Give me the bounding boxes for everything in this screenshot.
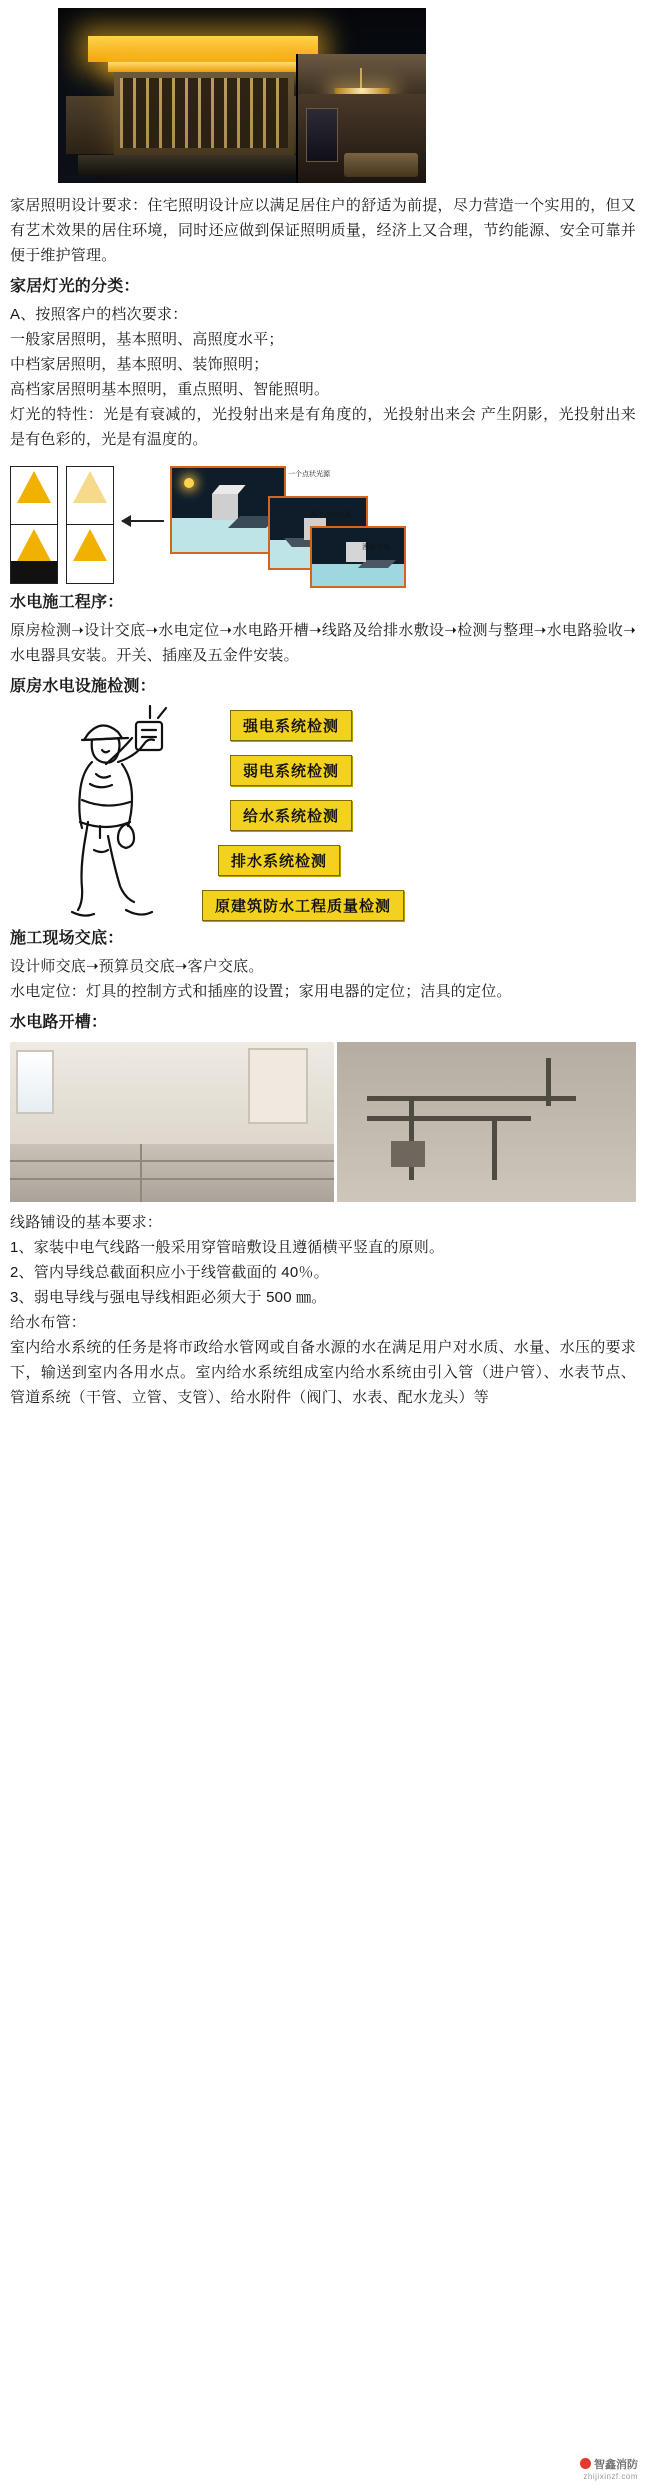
site-disclosure-flow: 设计师交底➝预算员交底➝客户交底。 xyxy=(10,958,264,975)
label-two-point-light: 两个点状光源 xyxy=(310,512,352,519)
interior-window xyxy=(306,108,338,162)
diffuse-light-photo xyxy=(310,526,406,588)
watermark-title-text: 智鑫消防 xyxy=(594,2459,638,2471)
light-characteristics-paragraph: 灯光的特性：光是有衰减的，光投射出来是有角度的，光投射出来会 产生阴影，光投射出来是有色彩的，光是有温度的。 xyxy=(10,406,636,448)
lighting-requirements-paragraph: 家居照明设计要求：住宅照明设计应以满足居住户的舒适为前提，尽力营造一个实用的，但又有艺术效果的居住环境，同时还应做到保证照明质量，经济上又合理，节约能源、安全可靠并便于维护管理。 xyxy=(10,197,636,264)
room-door xyxy=(248,1048,308,1124)
label-diffuse-light: 漫射光源 xyxy=(362,544,390,551)
inspection-illustration-block xyxy=(0,704,646,920)
watermark-title xyxy=(580,2458,638,2471)
light-cone-shape-dim xyxy=(73,471,107,503)
room-window xyxy=(16,1050,54,1114)
conduit-pipe xyxy=(492,1116,497,1180)
interior-chandelier-photo xyxy=(296,54,426,183)
inspection-item-weak-electric[interactable]: 弱电系统检测 xyxy=(230,755,352,786)
point-light-icon xyxy=(184,478,194,488)
site-disclosure-heading: 施工现场交底： xyxy=(10,930,124,947)
classification-line-a: A、按照客户的档次要求： xyxy=(10,306,188,323)
wiring-rule-1: 1、家装中电气线路一般采用穿管暗敷设且遵循横平竖直的原则。 xyxy=(10,1239,445,1256)
night-building-lighting-photo xyxy=(58,8,426,183)
plumbing-electrical-order-paragraph: 原房检测➝设计交底➝水电定位➝水电路开槽➝线路及给排水敷设➝检测与整理➝水电路验收➝水电器具安装。开关、插座及五金件安装。 xyxy=(10,622,636,664)
wiring-rule-3: 3、弱电导线与强电导线相距必须大于 500 ㎜。 xyxy=(10,1289,327,1306)
inspection-item-water-supply[interactable]: 给水系统检测 xyxy=(230,800,352,831)
light-cone-shape xyxy=(17,529,51,561)
conduit-pipe xyxy=(367,1096,576,1101)
left-arrow-icon xyxy=(122,520,164,522)
conduit-pipe xyxy=(546,1058,551,1106)
junction-box xyxy=(391,1141,425,1167)
plumbing-electrical-order-heading: 水电施工程序： xyxy=(10,594,124,611)
inspection-item-drainage[interactable]: 排水系统检测 xyxy=(218,845,340,876)
classification-line-mid: 中档家居照明，基本照明、装饰照明； xyxy=(10,356,269,373)
concrete-wall xyxy=(337,1042,636,1202)
worker-inspection-illustration xyxy=(30,704,220,920)
light-characteristics-diagram xyxy=(10,466,430,584)
chandelier-stem xyxy=(360,68,362,90)
diagram-column-right xyxy=(66,466,114,584)
wall-conduit-photo xyxy=(337,1042,636,1202)
channel-cutting-photo-row xyxy=(10,1042,636,1202)
channel-cutting-heading: 水电路开槽： xyxy=(10,1014,108,1031)
diagram-cell-beam-bottom-2 xyxy=(67,525,113,583)
building-left-wing xyxy=(66,96,118,154)
building-columns xyxy=(120,78,288,148)
watermark-logo-icon xyxy=(580,2458,591,2469)
floor-channel-line xyxy=(10,1160,334,1162)
watermark-subtitle: zhijixinzf.com xyxy=(583,2472,638,2481)
classification-line-general: 一般家居照明，基本照明、高照度水平； xyxy=(10,331,284,348)
room-floor xyxy=(10,1144,334,1202)
document-page xyxy=(0,8,646,2489)
inspection-item-waterproofing[interactable]: 原建筑防水工程质量检测 xyxy=(202,890,404,921)
diagram-column-left xyxy=(10,466,58,584)
diagram-cell-beam-bottom xyxy=(11,525,57,583)
floor-channel-cutting-photo xyxy=(10,1042,334,1202)
roof-light-strip-secondary xyxy=(108,62,298,72)
light-cone-shape xyxy=(17,471,51,503)
wiring-basics-title: 线路铺设的基本要求： xyxy=(10,1214,163,1231)
original-house-inspection-heading: 原房水电设施检测： xyxy=(10,678,156,695)
diagram-cell-beam-top xyxy=(11,467,57,525)
wiring-rule-2: 2、管内导线总截面积应小于线管截面的 40％。 xyxy=(10,1264,329,1281)
light-cone-shape xyxy=(73,529,107,561)
inspection-button-list xyxy=(215,710,630,935)
lighting-classification-heading: 家居灯光的分类： xyxy=(10,278,140,295)
watermark xyxy=(580,2458,638,2483)
photo-cube xyxy=(212,494,238,520)
diagram-cell-beam-top-2 xyxy=(67,467,113,525)
water-supply-piping-paragraph: 室内给水系统的任务是将市政给水管网或自备水源的水在满足用户对水质、水量、水压的要求下，输送到室内各用水点。室内给水系统组成室内给水系统由引入管（进户管）、水表节点、管道系统（干管、立管、支管）、给水附件（阀门、水表、配水龙头）等 xyxy=(10,1339,636,1406)
interior-sofa xyxy=(344,153,418,177)
dark-floor-band xyxy=(11,561,57,583)
classification-line-high: 高档家居照明基本照明，重点照明、智能照明。 xyxy=(10,381,330,398)
positioning-paragraph: 水电定位：灯具的控制方式和插座的设置；家用电器的定位；洁具的定位。 xyxy=(10,983,512,1000)
inspection-item-strong-electric[interactable]: 强电系统检测 xyxy=(230,710,352,741)
water-supply-piping-title: 给水布管： xyxy=(10,1314,87,1331)
conduit-pipe xyxy=(367,1116,531,1121)
label-one-point-light: 一个点状光源 xyxy=(288,471,330,478)
building-base xyxy=(78,155,328,175)
floor-channel-line xyxy=(140,1144,142,1202)
roof-light-strip xyxy=(88,36,318,62)
floor-channel-line xyxy=(10,1178,334,1180)
